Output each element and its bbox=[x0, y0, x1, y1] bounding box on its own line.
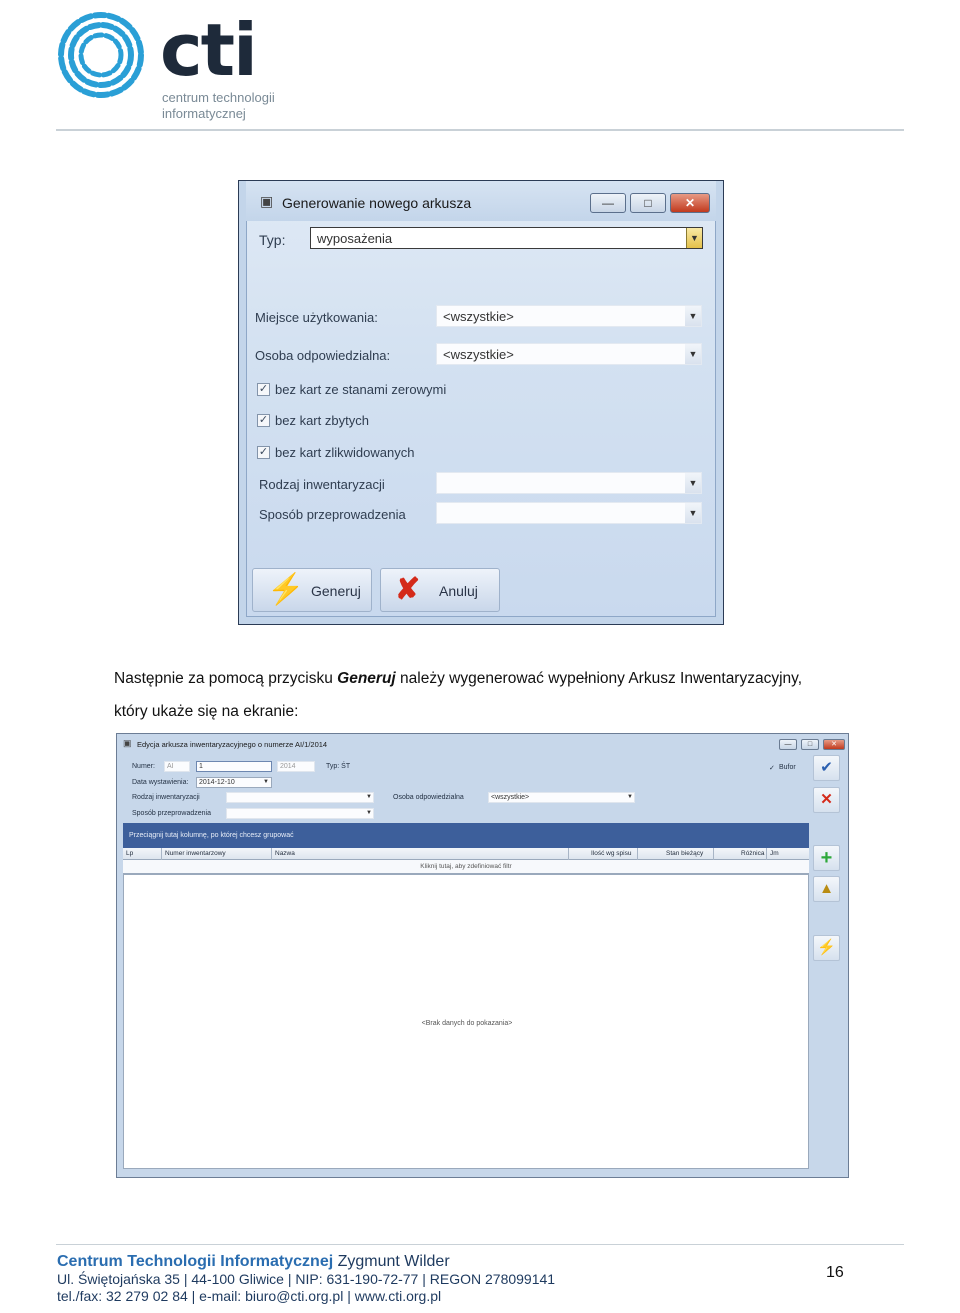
zero-stock-label: bez kart ze stanami zerowymi bbox=[275, 382, 447, 397]
instruction-paragraph-line2: który ukaże się na ekranie: bbox=[114, 703, 299, 720]
generate-button[interactable] bbox=[813, 935, 840, 961]
paragraph-text-cont: należy wygenerować wypełniony Arkusz Inwentaryzacyjny, bbox=[395, 670, 803, 687]
document-icon: ▲ bbox=[819, 880, 834, 897]
liquidated-cards-label: bez kart zlikwidowanych bbox=[275, 445, 415, 460]
rodzaj-label: Rodzaj inwentaryzacji bbox=[259, 477, 385, 492]
window-controls bbox=[586, 193, 710, 213]
footer-divider bbox=[56, 1244, 904, 1245]
miejsce-select[interactable] bbox=[436, 305, 702, 327]
dialog-title: Generowanie nowego arkusza bbox=[282, 195, 472, 211]
window-title: Edycja arkusza inwentaryzacyjnego o numerze AI/1/2014 bbox=[137, 740, 328, 749]
rodzaj-select[interactable] bbox=[226, 792, 374, 803]
numer-field[interactable]: 1 bbox=[196, 761, 272, 772]
edit-button[interactable] bbox=[813, 876, 840, 902]
rodzaj-select[interactable] bbox=[436, 472, 702, 494]
sposob-label: Sposób przeprowadzenia bbox=[259, 507, 406, 522]
osoba-label: Osoba odpowiedzialna bbox=[393, 794, 464, 801]
company-logo bbox=[56, 10, 286, 122]
x-icon: ✘ bbox=[395, 573, 421, 606]
lightning-icon: ⚡ bbox=[817, 939, 836, 956]
typ-select-value: wyposażenia bbox=[317, 231, 393, 246]
data-grid[interactable] bbox=[123, 874, 809, 1169]
generate-button[interactable] bbox=[252, 568, 372, 612]
column-lp[interactable]: Lp bbox=[126, 850, 134, 857]
page-number: 16 bbox=[826, 1264, 844, 1281]
column-nazwa[interactable]: Nazwa bbox=[275, 850, 295, 857]
typ-text: Typ: ŚT bbox=[326, 763, 351, 770]
chevron-down-icon[interactable]: ▼ bbox=[685, 473, 701, 493]
footer-contact: tel./fax: 32 279 02 84 | e-mail: biuro@cti.org.pl | www.cti.org.pl bbox=[57, 1288, 442, 1304]
sposob-select[interactable] bbox=[226, 808, 374, 819]
logo-subtitle-line1: centrum technologii bbox=[162, 90, 275, 105]
typ-label: Typ: bbox=[259, 232, 286, 248]
chevron-down-icon[interactable]: ▼ bbox=[685, 503, 701, 523]
logo-subtitle-line2: informatycznej bbox=[162, 106, 246, 121]
numer-prefix-field: AI bbox=[164, 761, 190, 772]
logo-subtitle bbox=[162, 90, 302, 122]
header-divider bbox=[56, 129, 904, 131]
grid-header bbox=[123, 848, 809, 860]
save-icon: ✔ bbox=[820, 759, 833, 776]
minimize-button[interactable]: — bbox=[779, 739, 797, 750]
liquidated-cards-checkbox[interactable]: ✓ bbox=[258, 446, 269, 458]
osoba-select[interactable]: <wszystkie> bbox=[488, 792, 635, 803]
generate-button-label: Generuj bbox=[311, 583, 361, 599]
window-icon: ▣ bbox=[260, 193, 274, 209]
bufor-label: Bufor bbox=[779, 764, 796, 771]
numer-year-field: 2014 bbox=[277, 761, 315, 772]
lightning-icon: ⚡ bbox=[267, 573, 305, 606]
chevron-down-icon[interactable]: ▼ bbox=[685, 344, 701, 364]
instruction-paragraph bbox=[114, 669, 854, 689]
footer-address: Ul. Świętojańska 35 | 44-100 Gliwice | NIP: 631-190-72-77 | REGON 278099141 bbox=[57, 1271, 556, 1287]
dialog-titlebar bbox=[246, 181, 716, 221]
empty-grid-message: <Brak danych do pokazania> bbox=[421, 1020, 513, 1027]
chevron-down-icon[interactable]: ▼ bbox=[263, 779, 269, 785]
rodzaj-label: Rodzaj inwentaryzacji bbox=[132, 794, 200, 801]
save-button[interactable] bbox=[813, 755, 840, 781]
chevron-down-icon[interactable]: ▼ bbox=[627, 794, 633, 800]
osoba-select-value: <wszystkie> bbox=[443, 347, 514, 362]
minimize-button[interactable]: — bbox=[590, 193, 626, 213]
cancel-button-label: Anuluj bbox=[439, 583, 478, 599]
chevron-down-icon[interactable]: ▼ bbox=[366, 810, 372, 816]
osoba-select[interactable] bbox=[436, 343, 702, 365]
maximize-button[interactable]: □ bbox=[801, 739, 819, 750]
miejsce-label: Miejsce użytkowania: bbox=[255, 310, 378, 325]
date-field[interactable]: 2014-12-10 bbox=[196, 777, 272, 788]
maximize-button[interactable]: □ bbox=[630, 193, 666, 213]
sposob-select[interactable] bbox=[436, 502, 702, 524]
generate-sheet-dialog bbox=[238, 180, 724, 625]
logo-wordmark: cti bbox=[160, 8, 256, 92]
footer-owner: Zygmunt Wilder bbox=[333, 1253, 450, 1270]
osoba-label: Osoba odpowiedzialna: bbox=[255, 348, 391, 363]
typ-select[interactable] bbox=[310, 227, 703, 249]
close-button[interactable]: ✕ bbox=[670, 193, 710, 213]
miejsce-select-value: <wszystkie> bbox=[443, 309, 514, 324]
x-icon: ✕ bbox=[820, 791, 833, 808]
sold-cards-checkbox[interactable]: ✓ bbox=[258, 414, 269, 426]
close-button[interactable]: ✕ bbox=[823, 739, 845, 750]
chevron-down-icon[interactable]: ▼ bbox=[686, 228, 702, 248]
cancel-button[interactable] bbox=[380, 568, 500, 612]
cti-logo-icon bbox=[56, 10, 146, 100]
numer-label: Numer: bbox=[132, 763, 155, 770]
footer-company-name: Centrum Technologii Informatycznej bbox=[57, 1253, 334, 1270]
paragraph-text: Następnie za pomocą przycisku bbox=[114, 670, 338, 687]
dialog-body bbox=[246, 188, 716, 617]
cancel-button[interactable] bbox=[813, 787, 840, 813]
column-stan-biezacy[interactable]: Stan bieżący bbox=[666, 850, 704, 857]
sposob-label: Sposób przeprowadzenia bbox=[132, 810, 211, 817]
chevron-down-icon[interactable]: ▼ bbox=[366, 794, 372, 800]
column-roznica[interactable]: Różnica bbox=[741, 850, 765, 857]
sold-cards-label: bez kart zbytych bbox=[275, 413, 369, 428]
plus-icon: + bbox=[820, 847, 833, 869]
chevron-down-icon[interactable]: ▼ bbox=[685, 306, 701, 326]
window-icon: ▣ bbox=[123, 738, 132, 748]
column-numer-inwentarzowy[interactable]: Numer inwentarzowy bbox=[165, 850, 226, 857]
filter-row[interactable]: Kliknij tutaj, aby zdefiniować filtr bbox=[123, 860, 809, 874]
column-jm[interactable]: Jm bbox=[770, 850, 779, 857]
group-by-panel[interactable]: Przeciągnij tutaj kolumnę, po której chcesz grupować bbox=[123, 823, 809, 848]
zero-stock-checkbox[interactable]: ✓ bbox=[258, 383, 269, 395]
add-button[interactable] bbox=[813, 845, 840, 871]
data-label: Data wystawienia: bbox=[132, 779, 189, 786]
footer-company bbox=[57, 1253, 450, 1271]
paragraph-emphasis: Generuj bbox=[337, 670, 396, 687]
bufor-checkbox[interactable]: ✓ bbox=[769, 765, 775, 772]
column-ilosc-wg-spisu[interactable]: Ilość wg spisu bbox=[591, 850, 632, 857]
